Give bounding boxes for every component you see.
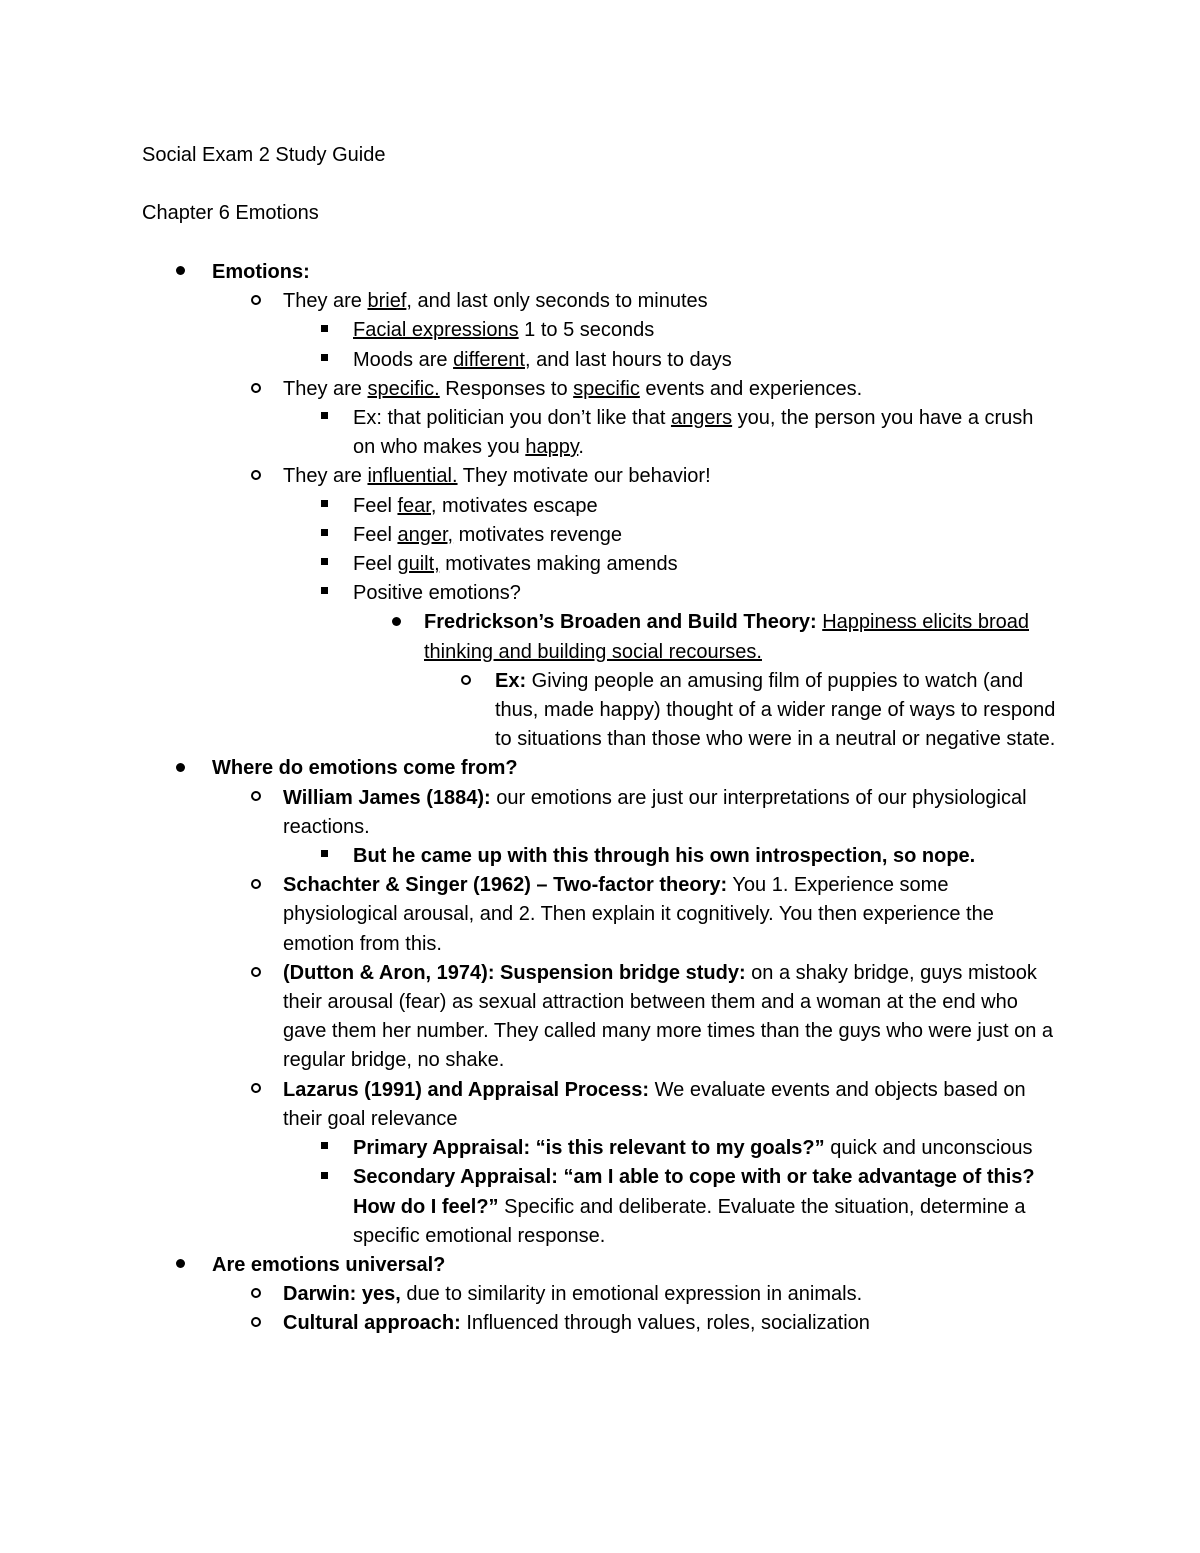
outline-item <box>0 1251 1060 1280</box>
outline-text-run: They are <box>283 377 368 400</box>
outline-item <box>0 754 1060 783</box>
outline-item <box>0 1163 1060 1251</box>
outline-text-run: fear, <box>397 494 437 517</box>
outline-text-run: Feel <box>353 553 398 576</box>
outline-list <box>0 258 1200 1339</box>
outline-text-run: Are emotions universal? <box>212 1253 446 1276</box>
outline-text-run: events and experiences. <box>639 377 863 400</box>
outline-text-run: They motivate our behavior! <box>457 465 711 488</box>
outline-text-run: But he came up with this through his own introspection, so nope. <box>353 845 976 868</box>
bullet-square-icon <box>317 579 331 608</box>
outline-text-run: motivates escape <box>436 494 598 517</box>
bullet-ring-icon <box>249 462 263 491</box>
outline-text-run: due to similarity in emotional expression in animals. <box>400 1283 863 1306</box>
outline-text-run: . <box>578 436 584 459</box>
outline-text-run: specific. <box>367 377 440 400</box>
outline-text-run: Secondary Appraisal: “am I able to cope with or take advantage of this? How do I feel?” <box>353 1166 1035 1218</box>
outline-text-run: Happiness elicits broad thinking and building social recourses. <box>424 611 1029 663</box>
outline-text-run: Giving people an amusing film of puppies to watch (and thus, made happy) thought of a wider range of ways to respond to situations than those who were in a neutral or negative state. <box>495 669 1056 751</box>
outline-text-run: specific <box>573 377 640 400</box>
bullet-square-icon <box>317 492 331 521</box>
outline-text-run: Ex: <box>495 669 527 692</box>
bullet-square-icon <box>317 842 331 871</box>
outline-text-run: Schachter & Singer (1962) – Two-factor theory: <box>283 874 728 897</box>
bullet-ring-icon <box>249 1076 263 1105</box>
outline-text-run: Lazarus (1991) and Appraisal Process: <box>283 1078 650 1101</box>
outline-text-run: different <box>453 348 525 371</box>
outline-text-run: Emotions: <box>212 261 310 283</box>
outline-text-run: Feel <box>353 523 398 546</box>
outline-item <box>0 959 1060 1076</box>
outline-text-run: on a shaky bridge, guys mistook their arousal (fear) as sexual attraction between them and a woman at the end who gave them her number. They called many more times than the guys who were just on a regular bridge, no shake. <box>283 961 1054 1072</box>
outline-item <box>0 404 1060 462</box>
outline-item <box>0 667 1060 755</box>
outline-text-run: our emotions are just our interpretations of our physiological reactions. <box>283 786 1027 838</box>
outline-text-run: , and last only seconds to minutes <box>406 290 708 313</box>
outline-text-run: Fredrickson’s Broaden and Build Theory: <box>424 611 817 634</box>
outline-text-run: motivates making amends <box>439 553 678 576</box>
bullet-dot-icon <box>173 1251 187 1280</box>
outline-text-run: Darwin: yes, <box>283 1283 401 1306</box>
outline-item <box>0 492 1060 521</box>
outline-text-run: They are <box>283 290 368 313</box>
bullet-dot-icon <box>389 608 403 637</box>
outline-item <box>0 1309 1060 1338</box>
chapter-heading: Chapter 6 Emotions <box>142 202 319 224</box>
bullet-square-icon <box>317 550 331 579</box>
outline-item <box>0 1280 1060 1309</box>
bullet-ring-icon <box>249 287 263 316</box>
outline-text-run: Cultural approach: <box>283 1312 461 1335</box>
outline-text-run: guilt, <box>397 553 440 576</box>
outline-item <box>0 608 1060 666</box>
outline-text-run: brief <box>367 290 407 313</box>
bullet-ring-icon <box>459 667 473 696</box>
bullet-square-icon <box>317 1134 331 1163</box>
bullet-ring-icon <box>249 871 263 900</box>
outline-text-run: angers <box>670 407 733 430</box>
outline-item <box>0 462 1060 491</box>
outline-text-run: 1 to 5 seconds <box>518 319 655 342</box>
outline-text-run: Moods are <box>353 348 454 371</box>
bullet-square-icon <box>317 316 331 345</box>
outline-text-run: Responses to <box>439 377 574 400</box>
outline-item <box>0 287 1060 316</box>
outline-text-run: You 1. Experience some physiological arousal, and 2. Then explain it cognitively. You then experience the emotion from this. <box>283 874 994 955</box>
outline-text-run: influential. <box>367 465 458 488</box>
outline-item <box>0 375 1060 404</box>
outline-text-run: We evaluate events and objects based on their goal relevance <box>283 1078 1026 1130</box>
outline-text-run: Ex: that politician you don’t like that <box>353 407 671 430</box>
outline-text-run: Specific and deliberate. Evaluate the situation, determine a specific emotional response. <box>353 1195 1026 1247</box>
outline-text-run: motivates revenge <box>453 523 623 546</box>
bullet-ring-icon <box>249 784 263 813</box>
bullet-ring-icon <box>249 1280 263 1309</box>
outline-text-run: Facial expressions <box>353 319 519 342</box>
outline-item <box>0 550 1060 579</box>
outline-item <box>0 316 1060 345</box>
outline-item <box>0 871 1060 959</box>
bullet-ring-icon <box>249 959 263 988</box>
outline-text-run: Influenced through values, roles, socialization <box>460 1312 870 1335</box>
bullet-ring-icon <box>249 375 263 404</box>
outline-text-run: you, the person you have a crush on who makes you <box>353 407 1034 459</box>
outline-item <box>0 521 1060 550</box>
outline-item <box>0 784 1060 842</box>
outline-text-run: William James (1884): <box>283 786 491 809</box>
bullet-square-icon <box>317 346 331 375</box>
outline-item <box>0 1076 1060 1134</box>
outline-text-run: Feel <box>353 494 398 517</box>
outline-text-run: Positive emotions? <box>353 582 521 605</box>
outline-item <box>0 258 1060 287</box>
bullet-ring-icon <box>249 1309 263 1338</box>
outline-item <box>0 842 1060 871</box>
bullet-square-icon <box>317 404 331 433</box>
outline-item <box>0 579 1060 608</box>
outline-text-run: happy <box>525 436 579 459</box>
bullet-dot-icon <box>173 258 187 287</box>
outline-text-run: (Dutton & Aron, 1974): Suspension bridge study: <box>283 961 746 984</box>
outline-item <box>0 346 1060 375</box>
outline-text-run: anger, <box>397 523 454 546</box>
document-title: Social Exam 2 Study Guide <box>142 144 386 166</box>
outline-item <box>0 1134 1060 1163</box>
outline-text-run: Where do emotions come from? <box>212 757 518 780</box>
outline-text-run: Primary Appraisal: “is this relevant to my goals?” <box>353 1137 825 1160</box>
bullet-square-icon <box>317 521 331 550</box>
outline-text-run: quick and unconscious <box>824 1137 1033 1160</box>
bullet-dot-icon <box>173 754 187 783</box>
bullet-square-icon <box>317 1163 331 1192</box>
outline-text-run: , and last hours to days <box>524 348 732 371</box>
outline-text-run: They are <box>283 465 368 488</box>
